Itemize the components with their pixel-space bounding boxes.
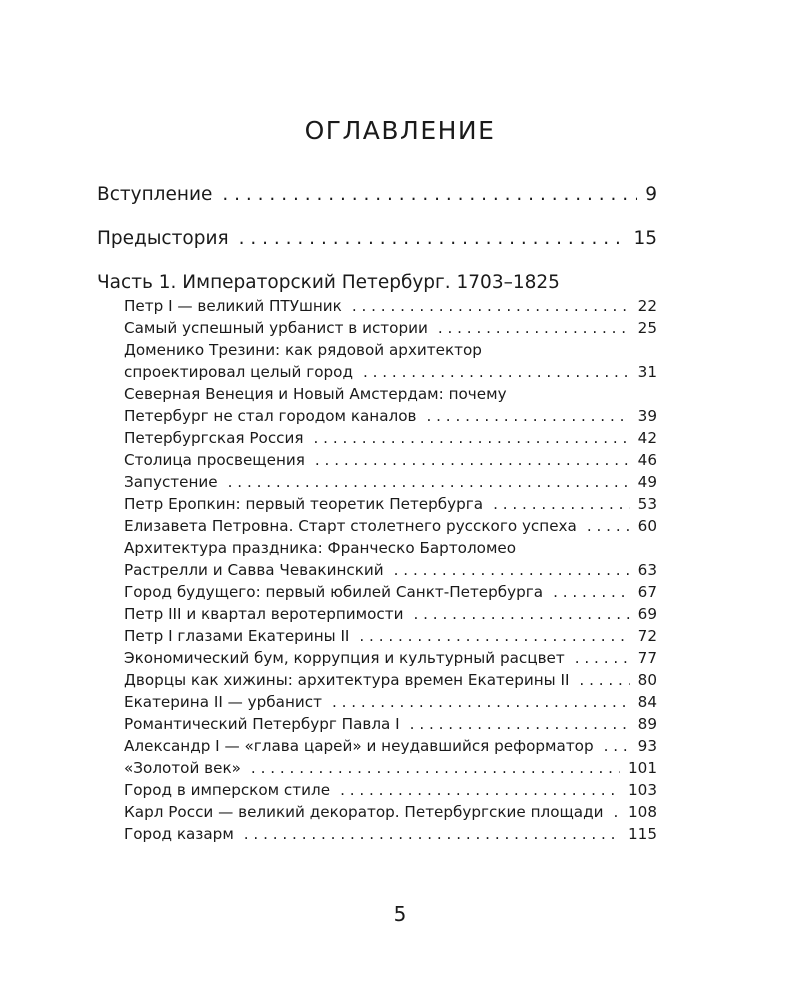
- toc-entry-title: Петербургская Россия: [124, 429, 304, 447]
- toc-entry-page: 67: [637, 583, 657, 601]
- dot-leader: [314, 429, 630, 447]
- dot-leader: [579, 671, 629, 689]
- page-title: ОГЛАВЛЕНИЕ: [304, 116, 496, 145]
- toc-entry-page: 115: [628, 825, 657, 843]
- toc-entry-line1: Доменико Трезини: как рядовой архитектор: [124, 341, 482, 359]
- toc-entry-introduction[interactable]: [97, 184, 657, 205]
- toc-entry[interactable]: [124, 451, 657, 469]
- toc-entry[interactable]: [124, 495, 657, 513]
- toc-entry-page: 60: [637, 517, 657, 535]
- dot-leader: [587, 517, 630, 535]
- toc-entry[interactable]: [124, 781, 657, 799]
- toc-entry-page: 9: [645, 184, 657, 205]
- toc-entry-page: 31: [637, 363, 657, 381]
- dot-leader: [239, 228, 626, 249]
- page-number: 5: [393, 902, 407, 926]
- toc-entry-page: 84: [637, 693, 657, 711]
- toc-entry[interactable]: [124, 649, 657, 667]
- toc-entry[interactable]: [124, 407, 657, 425]
- toc-entry[interactable]: [124, 561, 657, 579]
- part-title[interactable]: Часть 1. Императорский Петербург. 1703–1825: [97, 272, 560, 293]
- toc-entry-title: Екатерина II — урбанист: [124, 693, 322, 711]
- toc-entry-page: 108: [628, 803, 657, 821]
- toc-entry-page: 69: [637, 605, 657, 623]
- toc-entry-title: Петр I глазами Екатерины II: [124, 627, 350, 645]
- toc-entry-page: 72: [637, 627, 657, 645]
- toc-entry[interactable]: [124, 737, 657, 755]
- toc-entry-line1: Архитектура праздника: Франческо Бартоломео: [124, 539, 517, 557]
- dot-leader: [427, 407, 630, 425]
- toc-entry[interactable]: [124, 517, 657, 535]
- toc-entry-title: «Золотой век»: [124, 759, 241, 777]
- dot-leader: [553, 583, 630, 601]
- dot-leader: [394, 561, 630, 579]
- toc-entry[interactable]: [124, 297, 657, 315]
- dot-leader: [493, 495, 630, 513]
- dot-leader: [413, 605, 629, 623]
- dot-leader: [352, 297, 630, 315]
- toc-entry[interactable]: [124, 319, 657, 337]
- toc-entry-title: Дворцы как хижины: архитектура времен Екатерины II: [124, 671, 570, 689]
- toc-entry-page: 103: [628, 781, 657, 799]
- dot-leader: [575, 649, 630, 667]
- toc-entry-title: Петр Еропкин: первый теоретик Петербурга: [124, 495, 484, 513]
- toc-entry-title: Елизавета Петровна. Старт столетнего русского успеха: [124, 517, 577, 535]
- dot-leader: [332, 693, 630, 711]
- toc-entry[interactable]: [124, 583, 657, 601]
- toc-entry[interactable]: [124, 715, 657, 733]
- toc-entry-title: Самый успешный урбанист в истории: [124, 319, 428, 337]
- dot-leader: [604, 737, 630, 755]
- toc-entry-title: Петербург не стал городом каналов: [124, 407, 417, 425]
- toc-entry-page: 46: [637, 451, 657, 469]
- toc-entry-page: 42: [637, 429, 657, 447]
- toc-entry-page: 53: [637, 495, 657, 513]
- toc-entry-page: 93: [637, 737, 657, 755]
- toc-entry-page: 77: [637, 649, 657, 667]
- toc-entry-title: Романтический Петербург Павла I: [124, 715, 400, 733]
- toc-entry[interactable]: [124, 627, 657, 645]
- toc-entry-title: Петр I — великий ПТУшник: [124, 297, 342, 315]
- toc-entry-title: Город казарм: [124, 825, 234, 843]
- toc-entry-page: 39: [637, 407, 657, 425]
- toc-entry[interactable]: [124, 605, 657, 623]
- dot-leader: [251, 759, 620, 777]
- toc-entry-title: Город в имперском стиле: [124, 781, 331, 799]
- toc-entry[interactable]: [124, 693, 657, 711]
- toc-entry[interactable]: [124, 429, 657, 447]
- toc-entry-title: Вступление: [97, 184, 213, 205]
- toc-entry-page: 89: [637, 715, 657, 733]
- toc-entry-page: 101: [628, 759, 657, 777]
- toc-entry[interactable]: [124, 825, 657, 843]
- toc-entry-title: Карл Росси — великий декоратор. Петербургские площади: [124, 803, 604, 821]
- toc-entry-title: Предыстория: [97, 228, 229, 249]
- toc-entry-title: Петр III и квартал веротерпимости: [124, 605, 404, 623]
- toc-entry-page: 80: [637, 671, 657, 689]
- toc-entry-line1: Северная Венеция и Новый Амстердам: почему: [124, 385, 507, 403]
- toc-entry-page: 63: [637, 561, 657, 579]
- dot-leader: [438, 319, 630, 337]
- toc-entry-title: Столица просвещения: [124, 451, 305, 469]
- toc-entry-page: 25: [637, 319, 657, 337]
- toc-entry[interactable]: [124, 759, 657, 777]
- toc-entry-title: спроектировал целый город: [124, 363, 353, 381]
- toc-entry-prehistory[interactable]: [97, 228, 657, 249]
- dot-leader: [315, 451, 630, 469]
- toc-entry-title: Экономический бум, коррупция и культурный расцвет: [124, 649, 565, 667]
- toc-entry[interactable]: [124, 671, 657, 689]
- dot-leader: [244, 825, 620, 843]
- toc-entry-page: 22: [637, 297, 657, 315]
- toc-entry[interactable]: [124, 363, 657, 381]
- dot-leader: [410, 715, 630, 733]
- dot-leader: [228, 473, 630, 491]
- toc-entry-page: 15: [633, 228, 657, 249]
- toc-entry-page: 49: [637, 473, 657, 491]
- toc-entry-title: Александр I — «глава царей» и неудавшийся реформатор: [124, 737, 594, 755]
- toc-entry-title: Город будущего: первый юбилей Санкт-Петербурга: [124, 583, 544, 601]
- dot-leader: [613, 803, 620, 821]
- dot-leader: [222, 184, 637, 205]
- dot-leader: [359, 627, 629, 645]
- toc-entry[interactable]: [124, 803, 657, 821]
- dot-leader: [363, 363, 630, 381]
- dot-leader: [340, 781, 620, 799]
- toc-entry-title: Растрелли и Савва Чевакинский: [124, 561, 384, 579]
- toc-entry-title: Запустение: [124, 473, 218, 491]
- toc-entry[interactable]: [124, 473, 657, 491]
